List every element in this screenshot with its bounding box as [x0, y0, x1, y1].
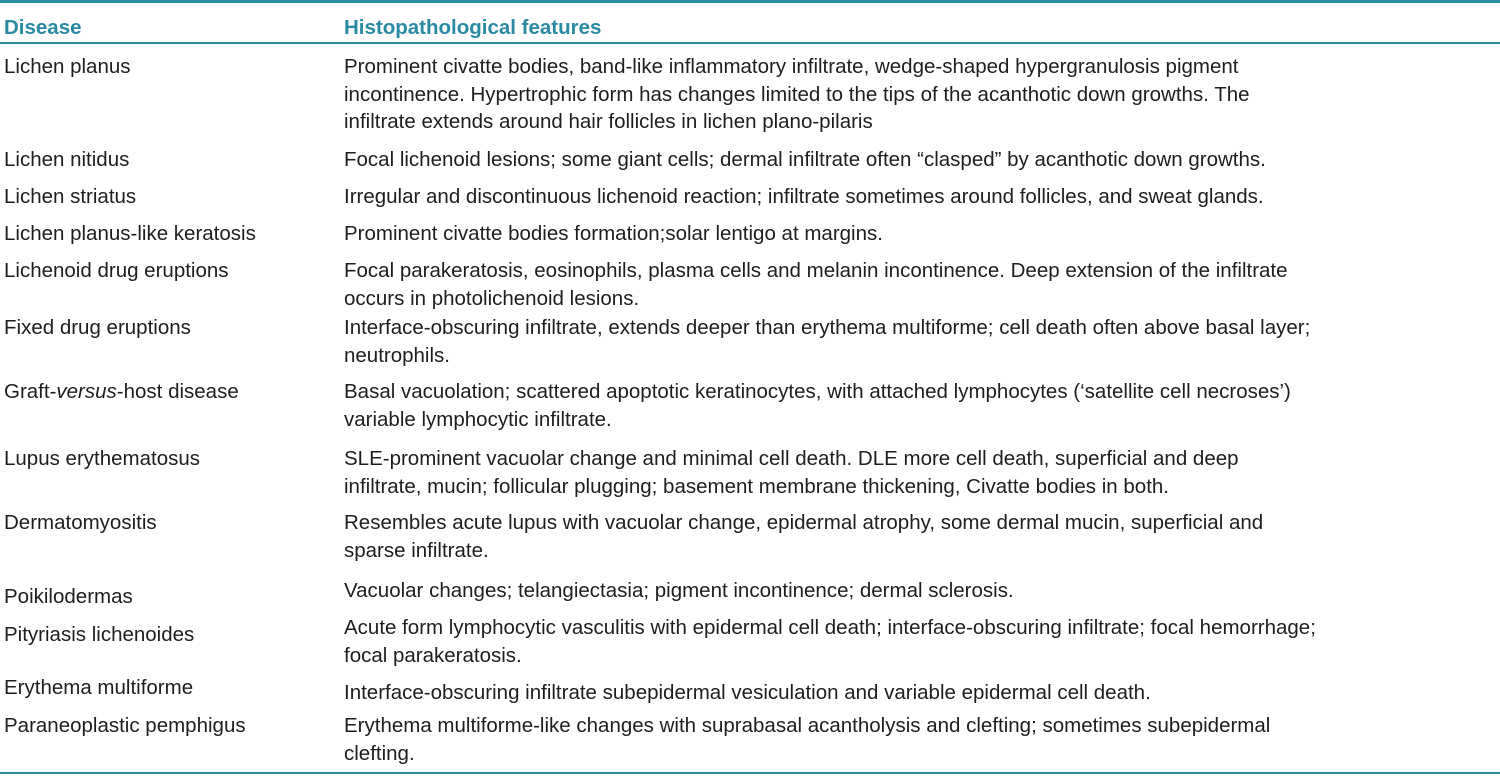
- features-cell: Acute form lymphocytic vasculitis with epidermal cell death; interface-obscuring infiltrate; focal hemorrhage; focal parakeratosis.: [344, 616, 1316, 667]
- features-cell: Focal parakeratosis, eosinophils, plasma cells and melanin incontinence. Deep extension of the infiltrate occurs in photolichenoid lesions.: [344, 259, 1288, 310]
- table-top-rule: [0, 0, 1500, 3]
- disease-cell: Erythema multiforme: [4, 676, 194, 699]
- disease-cell: Pityriasis lichenoides: [4, 623, 195, 646]
- features-cell: Prominent civatte bodies, band-like inflammatory infiltrate, wedge-shaped hypergranulosis pigment incontinence. Hypertrophic form has changes limited to the tips of the acanthotic down growths. The infiltrate extends around hair follicles in lichen plano-pilaris: [344, 55, 1250, 133]
- features-cell: Focal lichenoid lesions; some giant cells; dermal infiltrate often “clasped” by acanthotic down growths.: [344, 148, 1266, 171]
- features-cell: Irregular and discontinuous lichenoid reaction; infiltrate sometimes around follicles, and sweat glands.: [344, 185, 1264, 208]
- header-features: Histopathological features: [344, 16, 602, 39]
- features-cell: Prominent civatte bodies formation;solar lentigo at margins.: [344, 222, 883, 245]
- header-rule: [0, 42, 1500, 44]
- disease-cell: Graft-versus-host disease: [4, 380, 239, 403]
- disease-cell: Lichen striatus: [4, 185, 137, 208]
- features-cell: SLE-prominent vacuolar change and minimal cell death. DLE more cell death, superficial and deep infiltrate, mucin; follicular plugging; basement membrane thickening, Civatte bodies in both.: [344, 447, 1239, 498]
- features-cell: Basal vacuolation; scattered apoptotic keratinocytes, with attached lymphocytes (‘satellite cell necroses’) variable lymphocytic infiltrate.: [344, 380, 1291, 431]
- disease-cell: Fixed drug eruptions: [4, 316, 191, 339]
- disease-cell: Dermatomyositis: [4, 511, 157, 534]
- disease-cell: Paraneoplastic pemphigus: [4, 714, 246, 737]
- disease-cell: Lichen nitidus: [4, 148, 130, 171]
- disease-cell: Lichen planus: [4, 55, 131, 78]
- features-cell: Erythema multiforme-like changes with suprabasal acantholysis and clefting; sometimes subepidermal clefting.: [344, 714, 1271, 765]
- features-cell: Interface-obscuring infiltrate, extends deeper than erythema multiforme; cell death often above basal layer; neutrophils.: [344, 316, 1311, 367]
- disease-cell: Lichen planus-like keratosis: [4, 222, 256, 245]
- header-disease: Disease: [4, 16, 82, 39]
- table-bottom-rule: [0, 772, 1500, 774]
- disease-cell: Lupus erythematosus: [4, 447, 201, 470]
- features-cell: Resembles acute lupus with vacuolar change, epidermal atrophy, some dermal mucin, superficial and sparse infiltrate.: [344, 511, 1264, 562]
- disease-cell: Lichenoid drug eruptions: [4, 259, 229, 282]
- disease-cell: Poikilodermas: [4, 585, 133, 608]
- features-cell: Interface-obscuring infiltrate subepidermal vesiculation and variable epidermal cell death.: [344, 681, 1151, 704]
- features-cell: Vacuolar changes; telangiectasia; pigment incontinence; dermal sclerosis.: [344, 579, 1014, 602]
